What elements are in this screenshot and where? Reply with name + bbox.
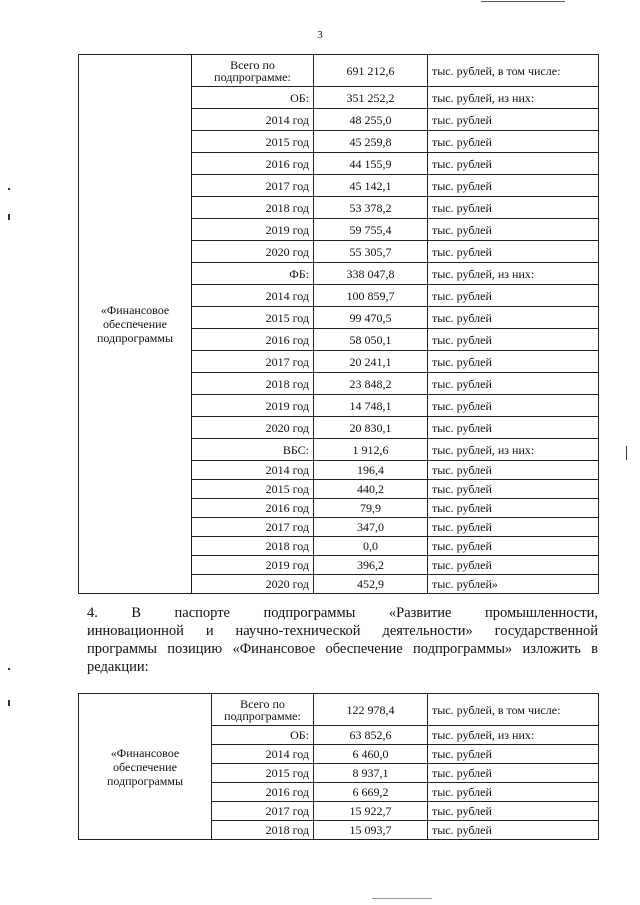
row-name: 2017 год xyxy=(192,351,314,373)
row-amount: 48 255,0 xyxy=(314,109,428,131)
row-unit: тыс. рублей xyxy=(428,783,599,802)
row-unit: тыс. рублей, из них: xyxy=(428,439,599,461)
row-name: 2014 год xyxy=(192,109,314,131)
row-unit: тыс. рублей xyxy=(428,802,599,821)
row-unit: тыс. рублей» xyxy=(428,575,599,594)
row-unit: тыс. рублей xyxy=(428,537,599,556)
scan-speck xyxy=(8,700,10,706)
row-name: ВБС: xyxy=(192,439,314,461)
row-name: Всего по подпрограмме: xyxy=(212,694,314,726)
row-unit: тыс. рублей xyxy=(428,285,599,307)
bottom-edge-line xyxy=(372,898,432,899)
row-amount: 396,2 xyxy=(314,556,428,575)
row-unit: тыс. рублей xyxy=(428,351,599,373)
row-amount: 351 252,2 xyxy=(314,87,428,109)
row-amount: 20 830,1 xyxy=(314,417,428,439)
row-amount: 347,0 xyxy=(314,518,428,537)
row-unit: тыс. рублей xyxy=(428,518,599,537)
row-name: 2017 год xyxy=(192,518,314,537)
row-unit: тыс. рублей xyxy=(428,764,599,783)
row-name: 2019 год xyxy=(192,395,314,417)
row-unit: тыс. рублей xyxy=(428,499,599,518)
row-unit: тыс. рублей xyxy=(428,821,599,840)
section-label: «Финансовое обеспечение подпрограммы xyxy=(79,694,212,840)
row-unit: тыс. рублей xyxy=(428,480,599,499)
row-name: 2015 год xyxy=(192,307,314,329)
row-name: ОБ: xyxy=(192,87,314,109)
row-name: 2016 год xyxy=(192,329,314,351)
table-row xyxy=(79,55,599,87)
row-amount: 15 093,7 xyxy=(314,821,428,840)
paragraph-line: редакции: xyxy=(87,659,149,675)
row-unit: тыс. рублей xyxy=(428,395,599,417)
row-amount: 44 155,9 xyxy=(314,153,428,175)
row-amount: 440,2 xyxy=(314,480,428,499)
row-amount: 6 669,2 xyxy=(314,783,428,802)
page-number: 3 xyxy=(317,29,323,41)
row-unit: тыс. рублей, из них: xyxy=(428,726,599,745)
scan-speck xyxy=(8,214,10,220)
paragraph-line: программы позицию «Финансовое обеспечение подпрограммы» изложить в xyxy=(87,641,598,657)
row-amount: 691 212,6 xyxy=(314,55,428,87)
row-unit: тыс. рублей xyxy=(428,153,599,175)
row-name: 2016 год xyxy=(212,783,314,802)
row-unit: тыс. рублей xyxy=(428,131,599,153)
row-unit: тыс. рублей xyxy=(428,241,599,263)
row-amount: 23 848,2 xyxy=(314,373,428,395)
row-amount: 14 748,1 xyxy=(314,395,428,417)
row-unit: тыс. рублей, в том числе: xyxy=(428,694,599,726)
row-name: 2019 год xyxy=(192,219,314,241)
row-name: 2015 год xyxy=(192,480,314,499)
financing-table-2 xyxy=(78,693,599,840)
row-unit: тыс. рублей, из них: xyxy=(428,263,599,285)
row-unit: тыс. рублей xyxy=(428,219,599,241)
row-amount: 0,0 xyxy=(314,537,428,556)
row-unit: тыс. рублей, из них: xyxy=(428,87,599,109)
row-amount: 53 378,2 xyxy=(314,197,428,219)
row-amount: 20 241,1 xyxy=(314,351,428,373)
row-unit: тыс. рублей xyxy=(428,329,599,351)
scan-speck xyxy=(626,446,627,460)
row-name: ОБ: xyxy=(212,726,314,745)
row-name: 2014 год xyxy=(192,461,314,480)
row-amount: 79,9 xyxy=(314,499,428,518)
row-amount: 196,4 xyxy=(314,461,428,480)
scan-speck xyxy=(8,188,10,190)
row-name: Всего по подпрограмме: xyxy=(192,55,314,87)
row-amount: 45 142,1 xyxy=(314,175,428,197)
financing-table-1 xyxy=(78,54,599,594)
row-unit: тыс. рублей xyxy=(428,307,599,329)
row-amount: 122 978,4 xyxy=(314,694,428,726)
row-unit: тыс. рублей xyxy=(428,373,599,395)
row-amount: 58 050,1 xyxy=(314,329,428,351)
row-unit: тыс. рублей xyxy=(428,109,599,131)
scan-speck xyxy=(8,668,10,670)
row-name: 2018 год xyxy=(192,373,314,395)
row-amount: 99 470,5 xyxy=(314,307,428,329)
row-name: 2017 год xyxy=(192,175,314,197)
row-name: 2020 год xyxy=(192,417,314,439)
row-unit: тыс. рублей xyxy=(428,175,599,197)
top-edge-line xyxy=(481,1,565,2)
row-name: 2015 год xyxy=(212,764,314,783)
row-amount: 45 259,8 xyxy=(314,131,428,153)
row-amount: 6 460,0 xyxy=(314,745,428,764)
row-name: 2019 год xyxy=(192,556,314,575)
row-name: 2016 год xyxy=(192,499,314,518)
row-name: ФБ: xyxy=(192,263,314,285)
row-amount: 1 912,6 xyxy=(314,439,428,461)
row-amount: 63 852,6 xyxy=(314,726,428,745)
section-label: «Финансовое обеспечение подпрограммы xyxy=(79,55,192,594)
row-amount: 59 755,4 xyxy=(314,219,428,241)
row-amount: 15 922,7 xyxy=(314,802,428,821)
row-name: 2018 год xyxy=(212,821,314,840)
row-unit: тыс. рублей xyxy=(428,417,599,439)
row-unit: тыс. рублей, в том числе: xyxy=(428,55,599,87)
row-amount: 338 047,8 xyxy=(314,263,428,285)
table-row xyxy=(79,694,599,726)
amendment-paragraph xyxy=(87,604,598,676)
row-name: 2015 год xyxy=(192,131,314,153)
row-unit: тыс. рублей xyxy=(428,556,599,575)
row-amount: 8 937,1 xyxy=(314,764,428,783)
row-name: 2016 год xyxy=(192,153,314,175)
paragraph-line: инновационной и научно-технической деятельности» государственной xyxy=(87,623,598,639)
row-amount: 452,9 xyxy=(314,575,428,594)
row-name: 2017 год xyxy=(212,802,314,821)
row-name: 2020 год xyxy=(192,575,314,594)
row-name: 2018 год xyxy=(192,537,314,556)
row-name: 2018 год xyxy=(192,197,314,219)
row-amount: 55 305,7 xyxy=(314,241,428,263)
paragraph-line: 4. В паспорте подпрограммы «Развитие промышленности, xyxy=(87,605,598,621)
row-amount: 100 859,7 xyxy=(314,285,428,307)
row-unit: тыс. рублей xyxy=(428,461,599,480)
row-name: 2014 год xyxy=(192,285,314,307)
row-name: 2020 год xyxy=(192,241,314,263)
row-name: 2014 год xyxy=(212,745,314,764)
row-unit: тыс. рублей xyxy=(428,197,599,219)
row-unit: тыс. рублей xyxy=(428,745,599,764)
